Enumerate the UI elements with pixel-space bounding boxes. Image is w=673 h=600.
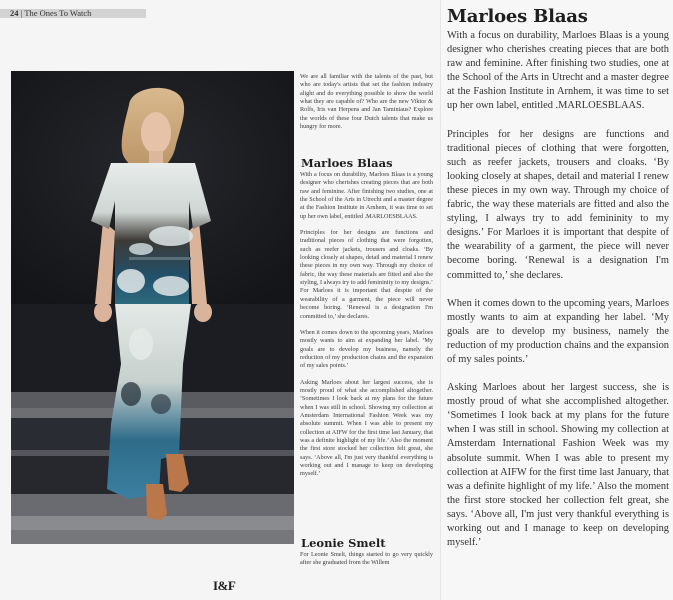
- article-paragraph: Asking Marloes about her largest success, she is mostly proud of what she accomplished altogether. ‘Sometimes I look back at my plans for the future when I was still in school. Showing my collection at Amsterdam International Fashion Week was my absolute summit. When I was able to present my collection at AIFW for the first time last January, that was a definite highlight of my life.’ Also the moment the first store stocked her collection felt great, she says. ‘Above all, I'm just very thankful everything is working out and I manage to keep on developing myself.’: [300, 378, 433, 478]
- header-separator: |: [20, 8, 23, 18]
- section-title: The Ones To Watch: [24, 8, 92, 18]
- magazine-logo: I&F: [213, 578, 236, 593]
- heading-marloes-blaas-large: Marloes Blaas: [447, 6, 588, 27]
- intro-text: We are all familiar with the talents of the past, but who are today's artists that set the fashion industry alight and do everything possible to show the world what they are capable of? Who are the new Viktor & Rolfs, Iris van Herpens and Jan Taminiaus? Explore the worlds of these four Dutch talents that make us hungry for more.: [300, 73, 433, 131]
- article-paragraph: For Leonie Smelt, things started to go very quickly after she graduated from the Willem: [300, 551, 433, 567]
- article-paragraph: With a focus on durability, Marloes Blaas is a young designer who cherishes creating pieces that are both raw and feminine. After finishing two studies, one at the School of the Arts in Utrecht and a master degree at the Fashion Institute in Arnhem, it was time to set up her own label, entitled .MARLOESBLAAS.: [447, 30, 669, 112]
- fashion-photo: [11, 71, 294, 304]
- fashion-photo-lower: [11, 304, 294, 544]
- marloes-article-large: [447, 29, 669, 564]
- article-paragraph: Principles for her designs are functions and traditional pieces of clothing that were forgotten, such as reefer jackets, trousers and cloaks. ‘By looking closely at shapes, detail and material I renew these pieces in my own way. Through my choice of fabric, the way these materials are fitted and also the styling, I always try to add femininity to my designs.’ For Marloes it is important that despite of the wearability of a garment, the piece will never become boring. ‘Renewal is a designation I'm committed to,’ she declares.: [300, 229, 433, 320]
- intro-paragraph: [300, 73, 433, 139]
- article-paragraph: Principles for her designs are functions and traditional pieces of clothing that were forgotten, such as reefer jackets, trousers and cloaks. ‘By looking closely at shapes, detail and material I renew these pieces in my own way. Through my choice of fabric, the way these materials are fitted and also the styling, I always try to add femininity to my designs.’ For Marloes it is important that despite of the wearability of a garment, the piece will never become boring. ‘Renewal is a designation I'm committed to,’ she declares.: [447, 128, 669, 281]
- page-number: 24: [10, 8, 19, 18]
- heading-leonie-smelt: Leonie Smelt: [301, 536, 386, 550]
- article-paragraph: When it comes down to the upcoming years, Marloes mostly wants to aim at expanding her label. ‘My goals are to develop my business, namely the reduction of my production chains and the expansion of my sales points.’: [300, 328, 433, 370]
- runway-steps-icon: [11, 304, 294, 544]
- leonie-article: [300, 551, 433, 576]
- article-paragraph: When it comes down to the upcoming years, Marloes mostly wants to aim at expanding her label. ‘My goals are to develop my business, namely the reduction of my production chains and the expansion of my sales points.’: [447, 297, 669, 365]
- article-paragraph: With a focus on durability, Marloes Blaas is a young designer who cherishes creating pieces that are both raw and feminine. After finishing two studies, one at the School of the Arts in Utrecht and a master degree at the Fashion Institute in Arnhem, it was time to set up her own label, entitled .MARLOESBLAAS.: [300, 171, 433, 220]
- heading-marloes-blaas-small: Marloes Blaas: [301, 156, 393, 170]
- running-header: [10, 8, 91, 19]
- article-paragraph: Asking Marloes about her largest success, she is mostly proud of what she accomplished altogether. ‘Sometimes I look back at my plans for the future when I was still in school. Showing my collection at Amsterdam International Fashion Week was my absolute summit. When I was able to present my collection at AIFW for the first time last January, that was a definite highlight of my life.’ Also the moment the first store stocked her collection felt great, she says. ‘Above all, I'm just very thankful everything is working out and I manage to keep on developing myself.’: [447, 382, 669, 549]
- fashion-photo-icon: [11, 71, 294, 304]
- marloes-article-small: [300, 171, 433, 487]
